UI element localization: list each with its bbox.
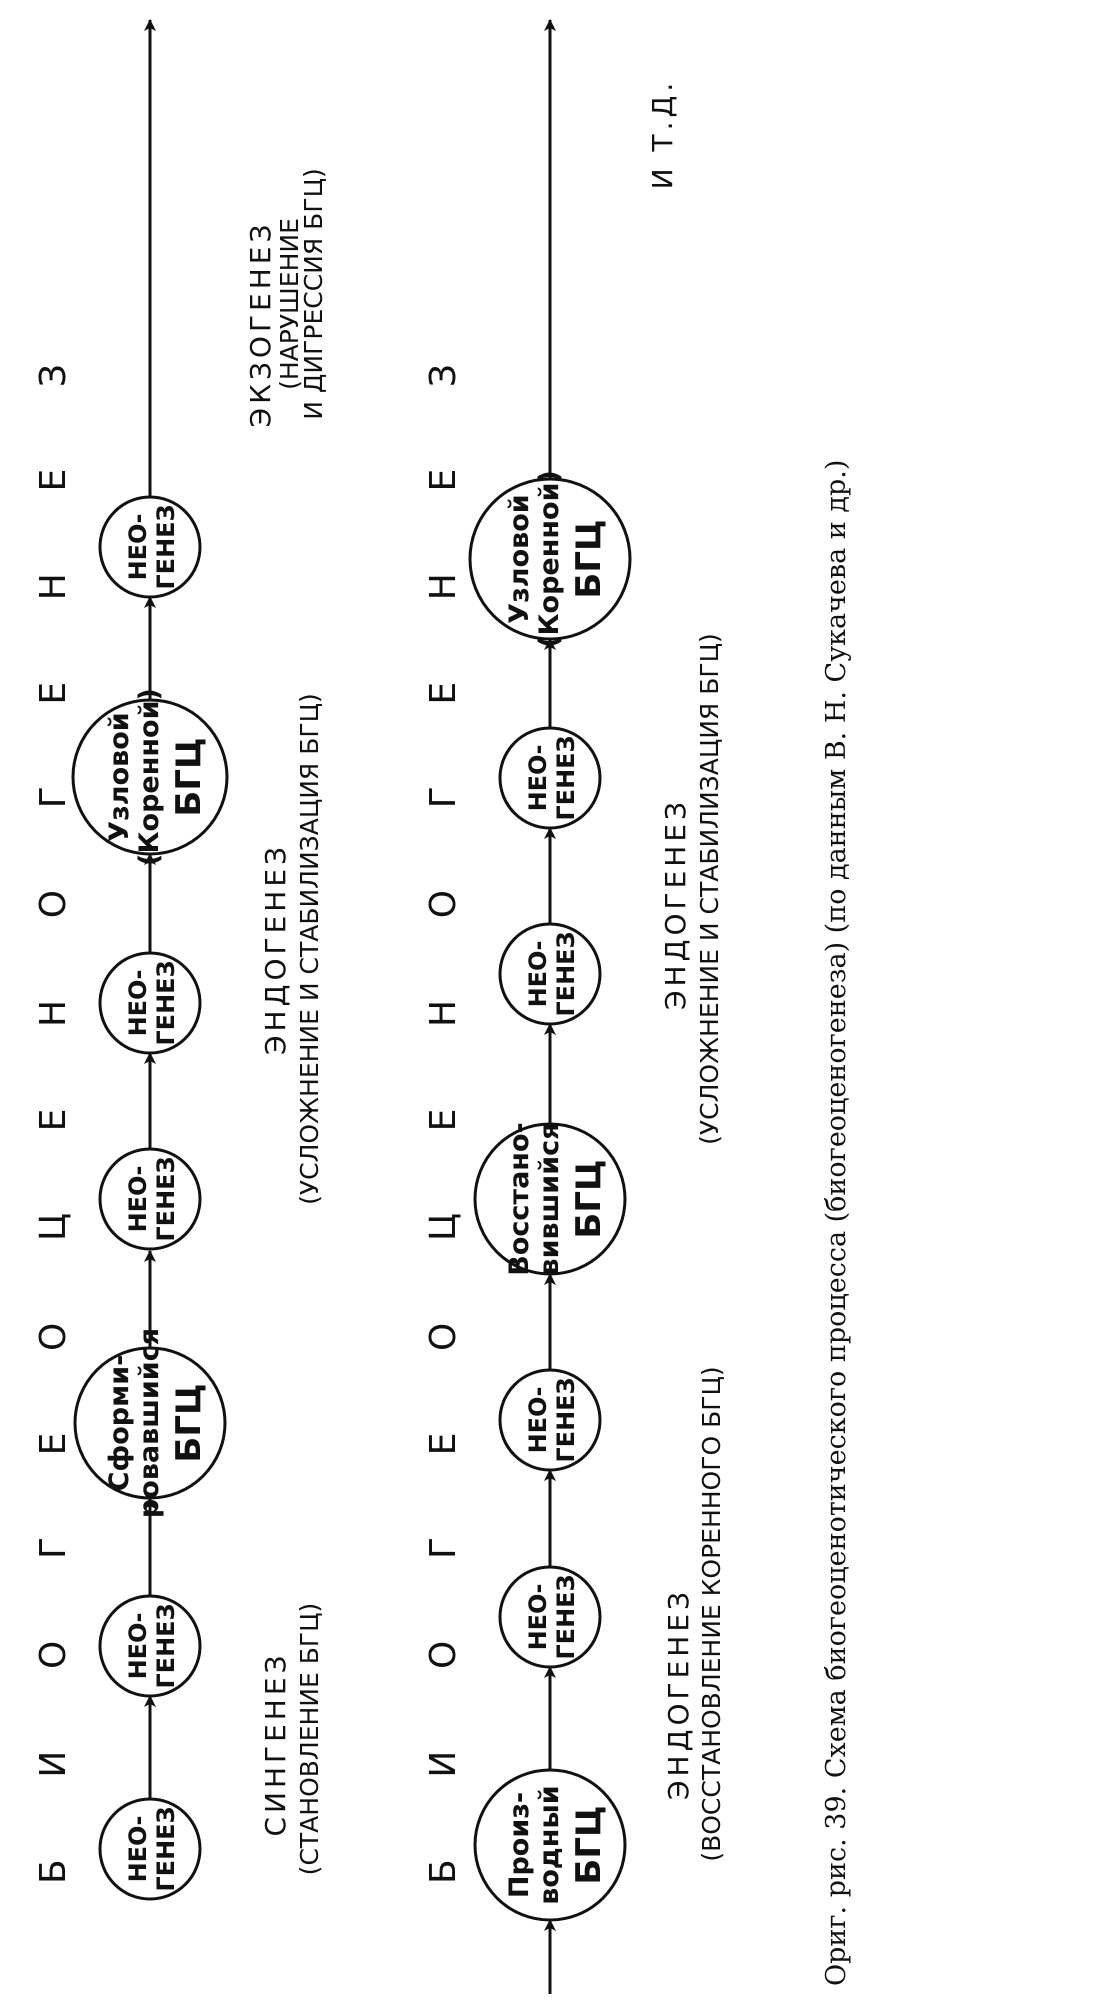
node-line-1: НЕО- [524, 940, 552, 1008]
row2-node-2 [500, 1370, 600, 1470]
node-line-1: НЕО- [524, 744, 552, 812]
row1-node-2 [75, 1328, 225, 1518]
figure-caption: Ориг. рис. 39. Схема биогеоценотического процесса (биогеоценогенеза) (по данным В. Н. Сукачева и др.) [821, 459, 852, 1986]
row1-node-6 [100, 497, 200, 597]
node-bgc-label: БГЦ [169, 1383, 209, 1463]
row1-phase-exogenesis [244, 168, 328, 427]
node-bgc-label: БГЦ [569, 1159, 609, 1239]
node-line-1: НЕО- [124, 1612, 152, 1680]
phase-subtitle-1: (НАРУШЕНИЕ [275, 218, 304, 390]
node-line-2: ГЕНЕЗ [552, 735, 580, 821]
phase-title: ЭНДОГЕНЕЗ [259, 843, 292, 1055]
node-line-1: Сформи- [104, 1354, 135, 1492]
node-line-2: ГЕНЕЗ [552, 1574, 580, 1660]
node-line-2: (Коренной) [534, 470, 565, 648]
node-line-1: НЕО- [124, 1165, 152, 1233]
node-line-1: НЕО- [124, 513, 152, 581]
row2-node-0 [475, 1770, 625, 1920]
node-line-1: НЕО- [524, 1386, 552, 1454]
row1-phase-syngenesis [259, 1603, 324, 1876]
node-line-2: ГЕНЕЗ [152, 1603, 180, 1689]
phase-subtitle: (ВОССТАНОВЛЕНИЕ КОРЕННОГО БГЦ) [697, 1366, 726, 1862]
node-line-2: ГЕНЕЗ [152, 504, 180, 590]
row2-phase-endogenesis-stabilization [659, 633, 724, 1145]
phase-subtitle: (УСЛОЖНЕНИЕ И СТАБИЛИЗАЦИЯ БГЦ) [695, 633, 724, 1145]
node-bgc-label: БГЦ [169, 737, 209, 817]
node-line-2: ГЕНЕЗ [552, 1377, 580, 1463]
node-line-2: водный [534, 1785, 565, 1905]
phase-subtitle: (СТАНОВЛЕНИЕ БГЦ) [295, 1602, 324, 1876]
node-line-2: (Коренной) [134, 688, 165, 866]
node-line-1: НЕО- [524, 1583, 552, 1651]
node-line-2: ГЕНЕЗ [152, 960, 180, 1046]
banner-top: БИОГЕОЦЕНОГЕНЕЗ [33, 364, 74, 1884]
banner-bottom: БИОГЕОЦЕНОГЕНЕЗ [423, 364, 464, 1884]
node-line-1: Восстано- [504, 1122, 535, 1276]
phase-title: ЭКЗОГЕНЕЗ [244, 220, 277, 428]
node-line-2: ровавшийся [134, 1327, 165, 1519]
row2-node-3 [475, 1122, 625, 1275]
node-line-1: НЕО- [124, 969, 152, 1037]
row2-node-4 [500, 924, 600, 1024]
node-line-1: Произ- [504, 1791, 535, 1899]
row1-node-3 [100, 1149, 200, 1249]
row2-node-1 [500, 1567, 600, 1667]
node-line-2: ГЕНЕЗ [152, 1156, 180, 1242]
node-bgc-label: БГЦ [569, 519, 609, 599]
phase-subtitle: (УСЛОЖНЕНИЕ И СТАБИЛИЗАЦИЯ БГЦ) [295, 693, 324, 1205]
node-line-2: ГЕНЕЗ [152, 1806, 180, 1892]
node-line-1: Узловой [104, 712, 135, 842]
phase-title: СИНГЕНЕЗ [259, 1651, 292, 1837]
row1-node-1 [100, 1596, 200, 1696]
row1-node-5 [73, 688, 227, 866]
row2-node-6 [470, 470, 630, 648]
phase-title: ЭНДОГЕНЕЗ [659, 798, 692, 1010]
row1-node-4 [100, 953, 200, 1053]
phase-title: ЭНДОГЕНЕЗ [662, 1588, 695, 1800]
row1-node-0 [100, 1799, 200, 1899]
node-bgc-label: БГЦ [569, 1805, 609, 1885]
phase-subtitle-2: И ДИГРЕССИЯ БГЦ) [299, 168, 328, 420]
node-line-2: ГЕНЕЗ [552, 931, 580, 1017]
node-line-1: Узловой [504, 494, 535, 624]
row1-phase-endogenesis [259, 693, 324, 1205]
node-line-1: НЕО- [124, 1815, 152, 1883]
row2-phase-endogenesis-restoration [662, 1366, 726, 1861]
row2-node-5 [500, 728, 600, 828]
etc-label: И Т.Д. [646, 78, 679, 190]
node-line-2: вившийся [534, 1122, 565, 1276]
